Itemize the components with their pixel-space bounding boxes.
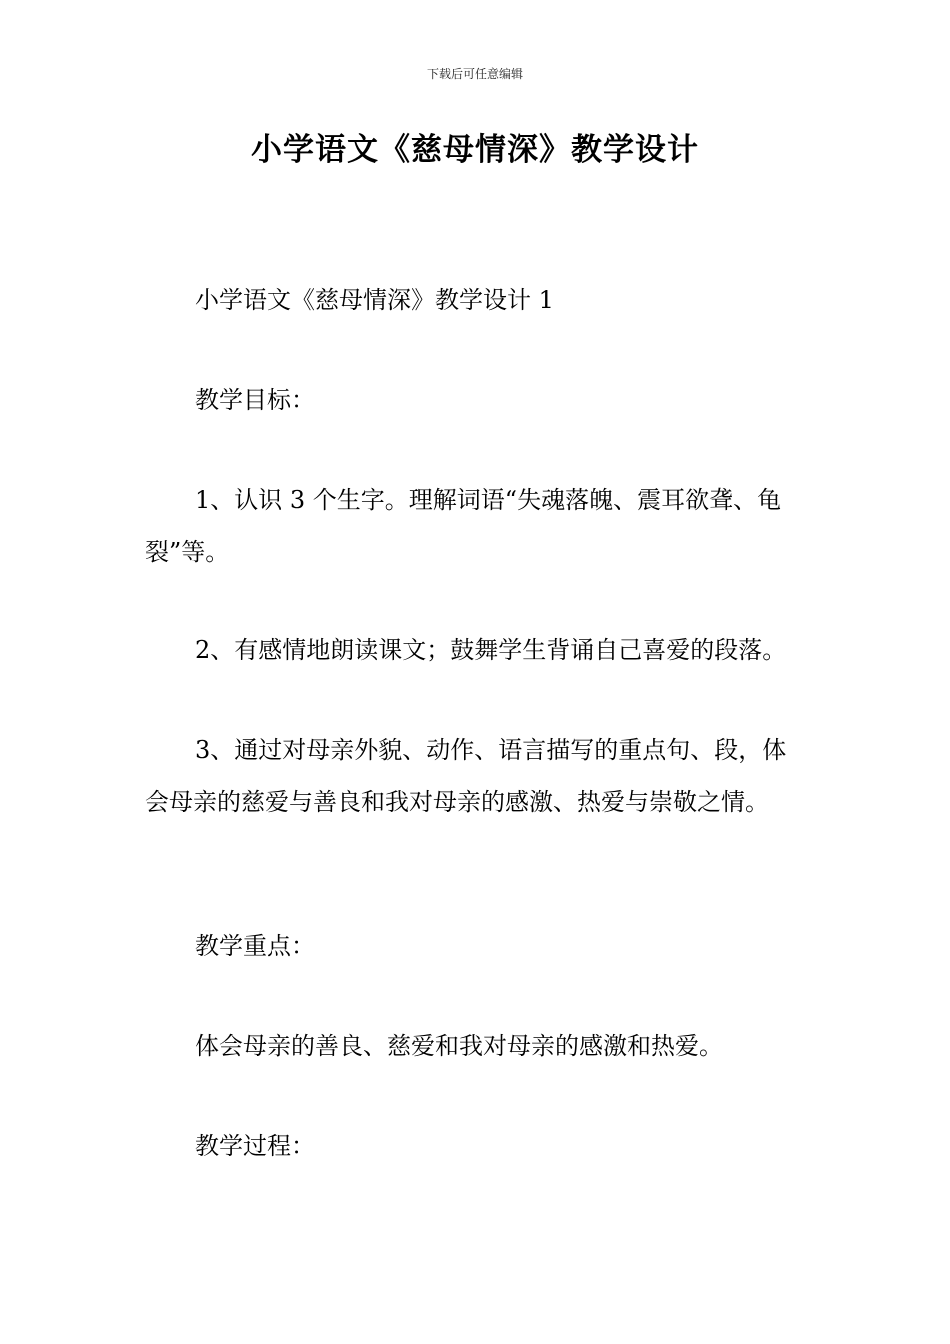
teaching-focus-text: 体会母亲的善良、慈爱和我对母亲的感激和热爱。 bbox=[195, 1032, 723, 1060]
heading-teaching-objectives: 教学目标： bbox=[195, 386, 315, 414]
heading-teaching-process: 教学过程： bbox=[195, 1132, 315, 1160]
objective-item-1: 1、认识 3 个生字。理解词语“失魂落魄、震耳欲聋、龟裂”等。 bbox=[145, 486, 782, 566]
objective-item-2: 2、有感情地朗读课文；鼓舞学生背诵自己喜爱的段落。 bbox=[195, 636, 787, 664]
objective-item-3: 3、通过对母亲外貌、动作、语言描写的重点句、段，体会母亲的慈爱与善良和我对母亲的感激、热爱与崇敬之情。 bbox=[145, 736, 787, 816]
page-header-note: 下载后可任意编辑 bbox=[426, 67, 523, 81]
document-title: 小学语文《慈母情深》教学设计 bbox=[251, 132, 699, 168]
section-heading-design-1: 小学语文《慈母情深》教学设计 1 bbox=[195, 286, 554, 314]
heading-teaching-focus: 教学重点： bbox=[195, 932, 315, 960]
